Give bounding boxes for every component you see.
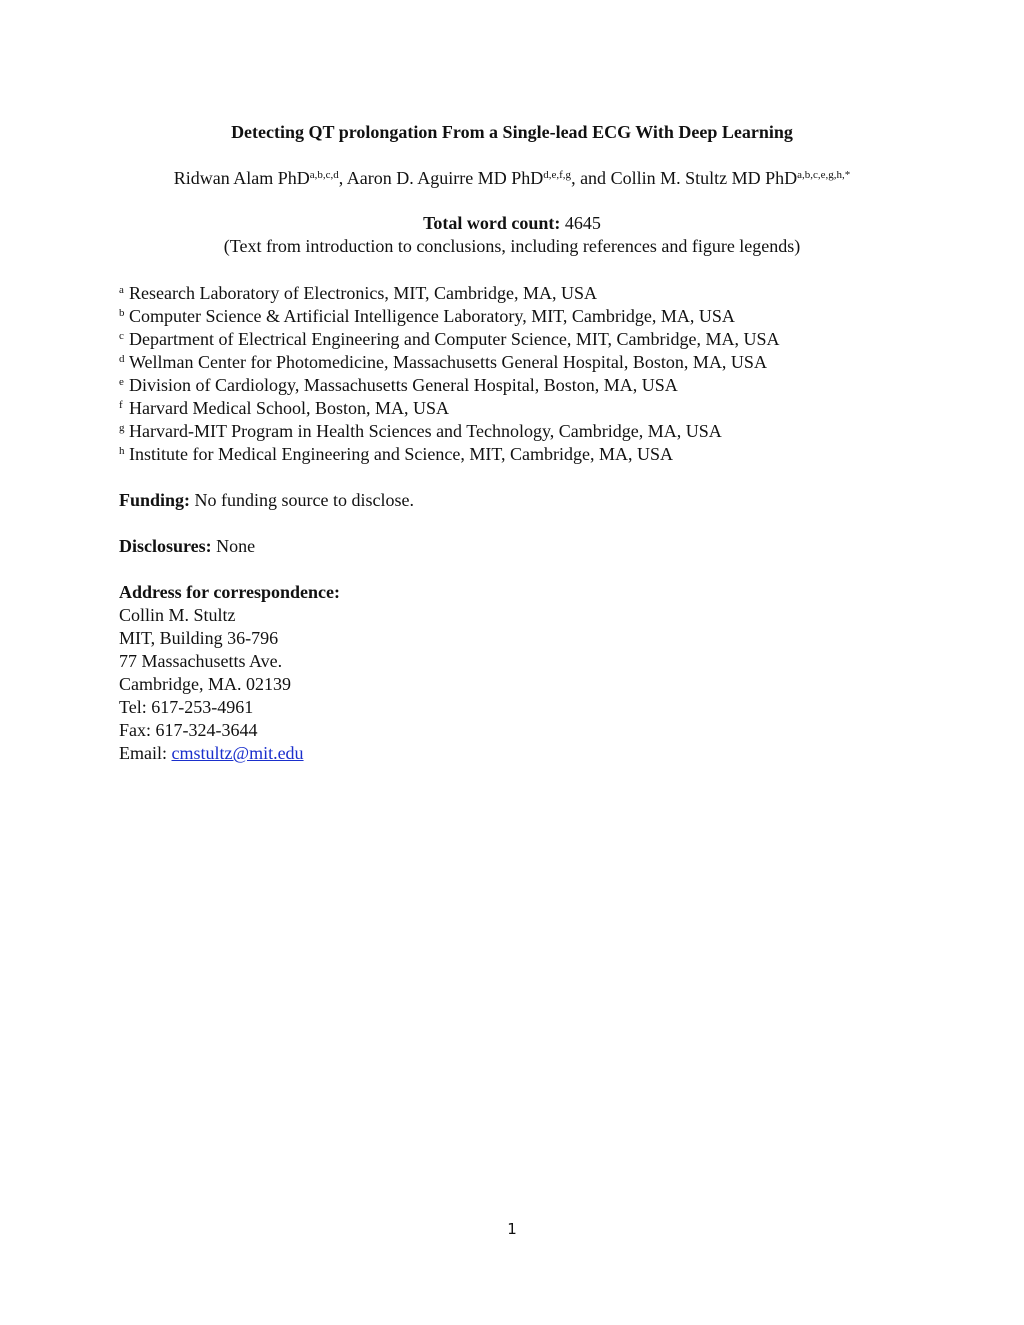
affiliation-text: Computer Science & Artificial Intelligence Laboratory, MIT, Cambridge, MA, USA [129,306,735,326]
funding-text: No funding source to disclose. [194,490,415,510]
funding-label: Funding: [119,490,191,510]
author-name: Ridwan Alam PhD [173,168,310,188]
affiliation-item: $^a$ Research Laboratory of Electronics, MIT, Cambridge, MA, USA [119,283,598,303]
correspondence-address [119,581,340,765]
author-separator: , and [571,168,611,188]
correspondence-line: MIT, Building 36-796 [119,628,279,648]
affiliation-list [119,282,779,466]
correspondence-line: 77 Massachusetts Ave. [119,651,283,671]
correspondence-label: Address for correspondence: [119,582,340,602]
affiliation-item: $^h$ Institute for Medical Engineering and Science, MIT, Cambridge, MA, USA [119,444,674,464]
word-count-note: (Text from introduction to conclusions, including references and figure legends) [223,236,801,256]
affiliation-item: $^e$ Division of Cardiology, Massachusetts General Hospital, Boston, MA, USA [119,375,678,395]
affiliation-item: $^c$ Department of Electrical Engineering and Computer Science, MIT, Cambridge, MA, USA [119,329,780,349]
paper-title: Detecting QT prolongation From a Single-lead ECG With Deep Learning [231,122,793,142]
affiliation-text: Institute for Medical Engineering and Science, MIT, Cambridge, MA, USA [129,444,674,464]
disclosures-statement [119,535,255,558]
author-list [0,167,1024,189]
correspondence-line: Tel: 617-253-4961 [119,697,254,717]
disclosures-text: None [216,536,256,556]
affiliation-text: Department of Electrical Engineering and Computer Science, MIT, Cambridge, MA, USA [129,329,780,349]
affiliation-text: Research Laboratory of Electronics, MIT, Cambridge, MA, USA [129,283,598,303]
word-count-value: 4645 [564,213,601,233]
affiliation-text: Wellman Center for Photomedicine, Massachusetts General Hospital, Boston, MA, USA [129,352,767,372]
word-count-section [0,212,1024,258]
affiliation-item: $^b$ Computer Science & Artificial Intelligence Laboratory, MIT, Cambridge, MA, USA [119,306,735,326]
author-name: Collin M. Stultz MD PhD [610,168,798,188]
disclosures-label: Disclosures: [119,536,212,556]
correspondence-line: Cambridge, MA. 02139 [119,674,291,694]
affiliation-item: $^g$ Harvard-MIT Program in Health Sciences and Technology, Cambridge, MA, USA [119,421,722,441]
author-affiliation-marks: d,e,f,g [543,169,572,181]
word-count-line [0,212,1024,235]
page-number: 1 [507,1220,517,1238]
funding-statement [119,489,414,512]
email-link[interactable]: cmstultz@mit.edu [171,743,304,763]
affiliation-item: $^f$ Harvard Medical School, Boston, MA, USA [119,398,449,418]
author-separator: , [338,168,347,188]
author-affiliation-marks: a,b,c,e,g,h,* [797,169,851,181]
affiliation-text: Division of Cardiology, Massachusetts General Hospital, Boston, MA, USA [129,375,678,395]
word-count-label: Total word count: [423,213,561,233]
correspondence-email-line [119,742,340,765]
affiliation-text: Harvard Medical School, Boston, MA, USA [129,398,449,418]
affiliation-item: $^d$ Wellman Center for Photomedicine, Massachusetts General Hospital, Boston, MA, USA [119,352,767,372]
author-name: Aaron D. Aguirre MD PhD [346,168,544,188]
author-affiliation-marks: a,b,c,d [309,169,339,181]
correspondence-line: Fax: 617-324-3644 [119,720,258,740]
affiliation-text: Harvard-MIT Program in Health Sciences and Technology, Cambridge, MA, USA [129,421,722,441]
correspondence-line: Collin M. Stultz [119,605,236,625]
email-label: Email: [119,743,167,763]
